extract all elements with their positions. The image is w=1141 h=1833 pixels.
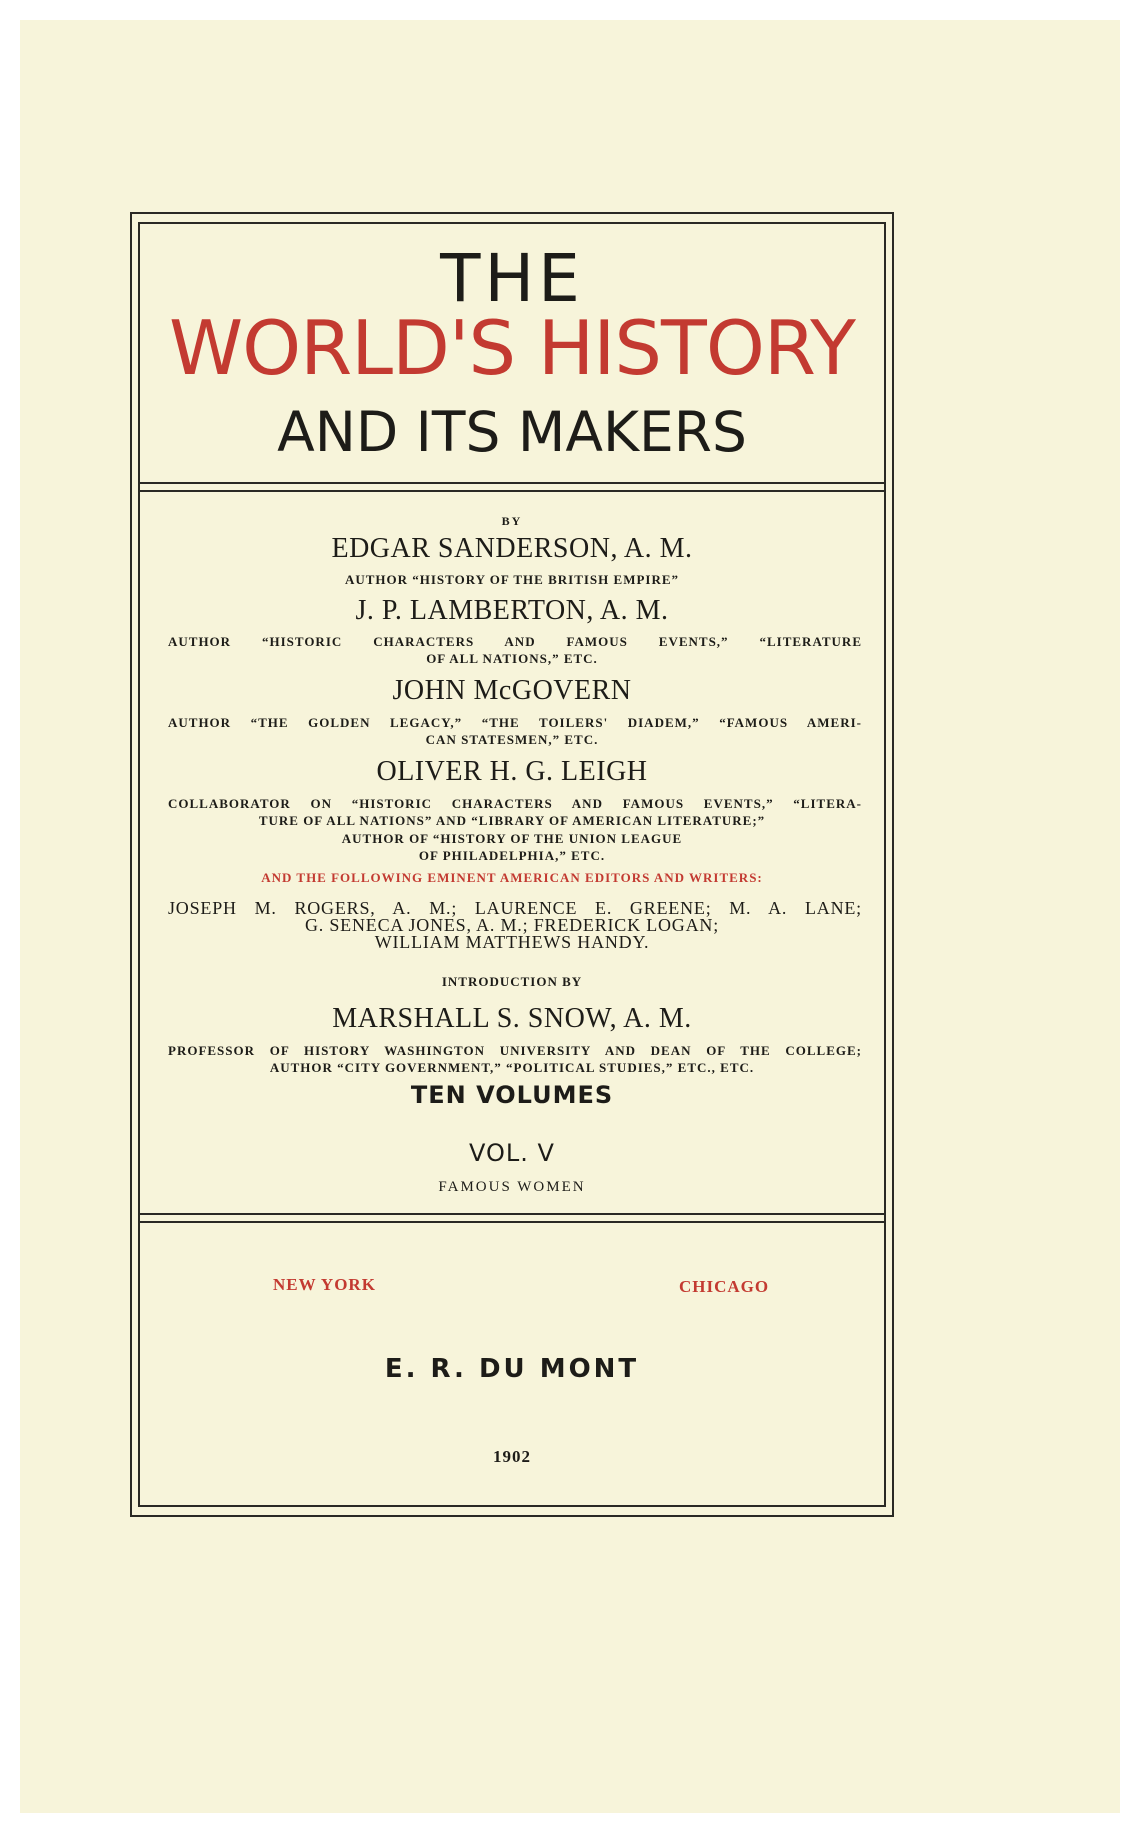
introducer-name: MARSHALL S. SNOW, A. M.: [332, 1003, 692, 1034]
volume-number: VOL. V: [469, 1139, 555, 1167]
introduction-label: INTRODUCTION BY: [441, 974, 583, 989]
author-credit: CAN STATESMEN,” ETC.: [425, 732, 599, 747]
author-name: J. P. LAMBERTON, A. M.: [355, 595, 669, 626]
author-name: OLIVER H. G. LEIGH: [376, 756, 648, 787]
editors-line: G. SENECA JONES, A. M.; FREDERICK LOGAN;: [304, 915, 720, 935]
city-new-york: NEW YORK: [273, 1275, 376, 1294]
introducer-credit: AUTHOR “CITY GOVERNMENT,” “POLITICAL STUDIES,” ETC., ETC.: [269, 1060, 755, 1075]
author-credit: AUTHOR “HISTORIC CHARACTERS AND FAMOUS EVENTS,” “LITERATURE: [168, 634, 862, 649]
imprint-divider-bottom: [138, 1221, 886, 1223]
author-name: EDGAR SANDERSON, A. M.: [331, 533, 693, 564]
author-credit: COLLABORATOR ON “HISTORIC CHARACTERS AND FAMOUS EVENTS,” “LITERA-: [168, 796, 862, 811]
title-divider-bottom: [138, 490, 886, 492]
author-credit: OF ALL NATIONS,” ETC.: [426, 651, 598, 666]
publisher-name: E. R. DU MONT: [384, 1354, 640, 1384]
editors-line: JOSEPH M. ROGERS, A. M.; LAURENCE E. GREENE; M. A. LANE;: [168, 898, 862, 918]
title-the: THE: [440, 240, 584, 317]
title-main: WORLD'S HISTORY: [168, 304, 855, 392]
imprint-divider-top: [138, 1213, 886, 1215]
author-name: JOHN McGOVERN: [392, 675, 632, 706]
author-credit: AUTHOR “THE GOLDEN LEGACY,” “THE TOILERS' DIADEM,” “FAMOUS AMERI-: [168, 715, 862, 730]
title-subtitle: AND ITS MAKERS: [277, 400, 747, 464]
by-label: BY: [501, 514, 523, 528]
editors-heading: AND THE FOLLOWING EMINENT AMERICAN EDITORS AND WRITERS:: [261, 870, 763, 885]
author-credit: OF PHILADELPHIA,” ETC.: [418, 848, 606, 863]
author-credit: TURE OF ALL NATIONS” AND “LIBRARY OF AMERICAN LITERATURE;”: [258, 813, 766, 828]
city-chicago: CHICAGO: [679, 1277, 770, 1296]
editors-line: WILLIAM MATTHEWS HANDY.: [374, 932, 650, 952]
author-credit: AUTHOR “HISTORY OF THE BRITISH EMPIRE”: [344, 572, 680, 587]
title-divider-top: [138, 482, 886, 484]
volumes-count: TEN VOLUMES: [410, 1081, 614, 1109]
author-credit: AUTHOR OF “HISTORY OF THE UNION LEAGUE: [341, 831, 683, 846]
volume-subtitle: FAMOUS WOMEN: [438, 1179, 586, 1195]
introducer-credit: PROFESSOR OF HISTORY WASHINGTON UNIVERSITY AND DEAN OF THE COLLEGE;: [168, 1043, 862, 1058]
publication-year: 1902: [493, 1447, 531, 1466]
